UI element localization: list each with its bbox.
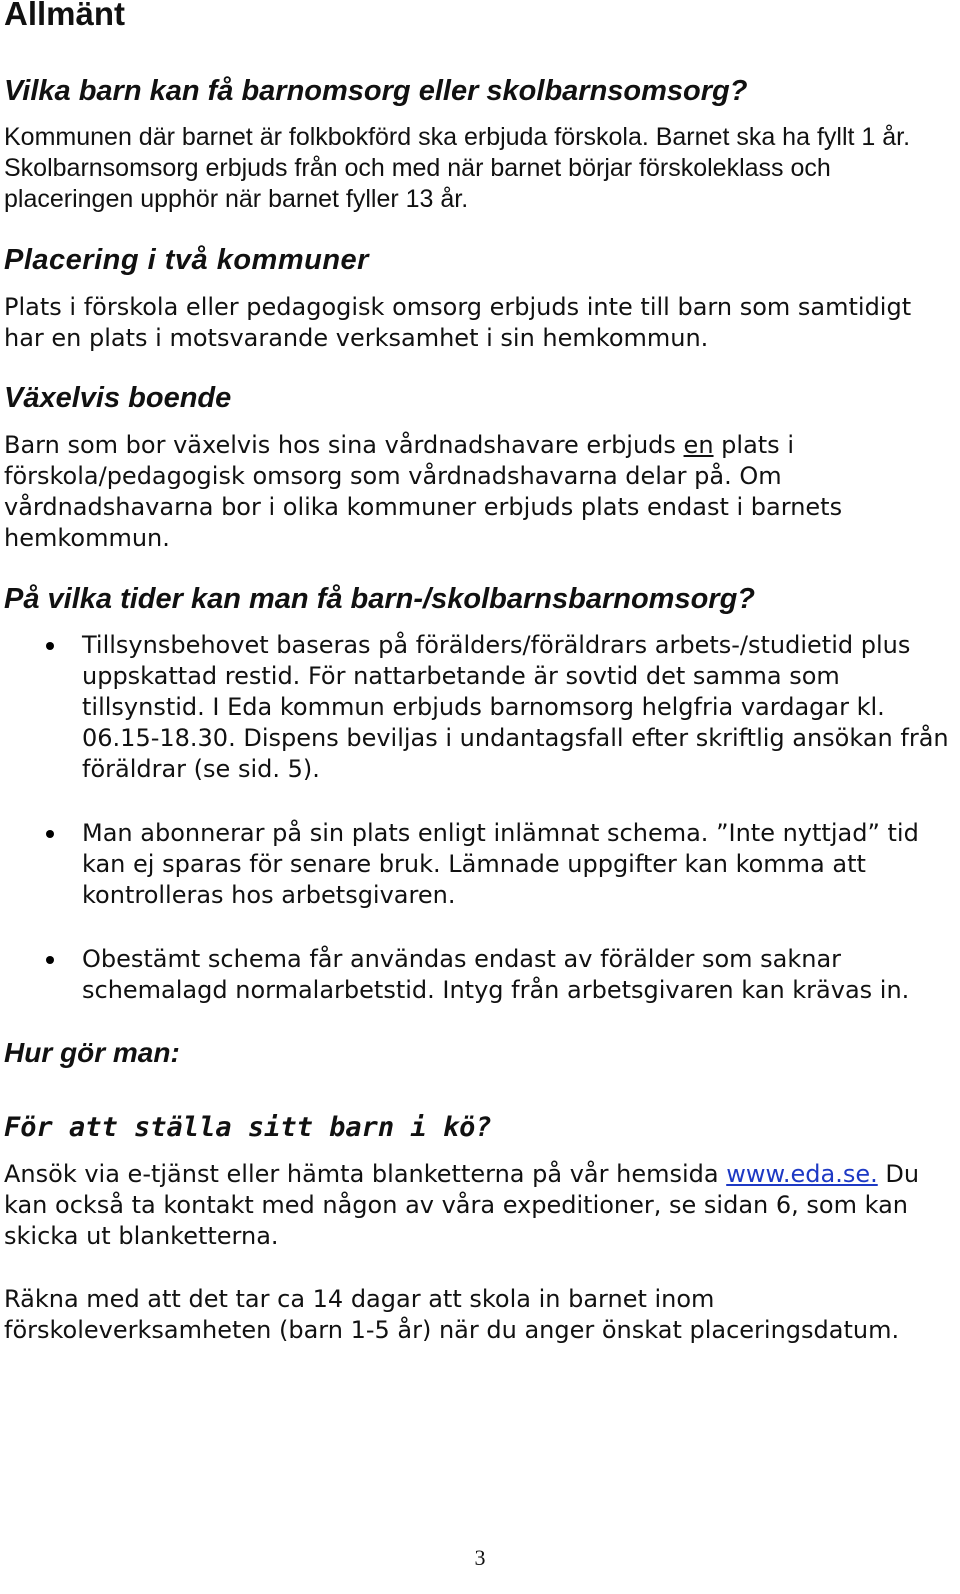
bullet-icon: [46, 956, 54, 964]
page-title: Allmänt: [4, 0, 126, 32]
bullet-icon: [46, 642, 54, 650]
section-text-queue: Ansök via e-tjänst eller hämta blanketterna på vår hemsida www.eda.se. Du kan också ta kontakt med någon av våra expeditioner, se sidan 6, som kan skicka ut blanketterna.: [4, 1160, 920, 1250]
section-heading-who: Vilka barn kan få barnomsorg eller skolbarnsomsorg?: [4, 75, 748, 107]
page-number: 3: [474, 1545, 486, 1570]
section-text-alternating-living: Barn som bor växelvis hos sina vårdnadshavare erbjuds en plats i förskola/pedagogisk omsorg som vårdnadshavarna delar på. Om vårdnadshavarna bor i olika kommuner erbjuds plats endast i barnets hemkommun.: [4, 431, 843, 552]
bullet-icon: [46, 830, 54, 838]
section-heading-times: På vilka tider kan man få barn-/skolbarnsbarnomsorg?: [4, 583, 755, 615]
section-text-who: Kommunen där barnet är folkbokförd ska erbjuda förskola. Barnet ska ha fyllt 1 år. Skolbarnsomsorg erbjuds från och med när barnet börjar förskoleklass och placeringen upphör när barnet fyller 13 år.: [4, 123, 911, 213]
list-item-text: Tillsynsbehovet baseras på förälders/föräldrars arbets-/studietid plus uppskattad restid. För nattarbetande är sovtid det samma som tillsynstid. I Eda kommun erbjuds barnomsorg helgfria vardagar kl. 06.15-18.30. Dispens beviljas i undantagsfall efter skriftlig ansökan från föräldrar (se sid. 5).: [82, 631, 949, 783]
section-heading-two-municipalities: Placering i två kommuner: [4, 244, 369, 276]
section-text-introduction: Räkna med att det tar ca 14 dagar att skola in barnet inom förskoleverksamheten (barn 1-5 år) när du anger önskat placeringsdatum.: [4, 1285, 900, 1344]
section-text-two-municipalities: Plats i förskola eller pedagogisk omsorg erbjuds inte till barn som samtidigt har en plats i motsvarande verksamhet i sin hemkommun.: [4, 293, 912, 352]
list-item-text: Obestämt schema får användas endast av förälder som saknar schemalagd normalarbetstid. Intyg från arbetsgivaren kan krävas in.: [82, 945, 910, 1004]
section-heading-alternating-living: Växelvis boende: [4, 382, 232, 414]
section-heading-how: Hur gör man:: [4, 1037, 180, 1068]
section-heading-queue: För att ställa sitt barn i kö?: [4, 1112, 492, 1143]
website-link[interactable]: www.eda.se.: [726, 1160, 878, 1188]
list-item-text: Man abonnerar på sin plats enligt inlämnat schema. ”Inte nyttjad” tid kan ej sparas för senare bruk. Lämnade uppgifter kan komma att kontrolleras hos arbetsgivaren.: [82, 819, 919, 909]
